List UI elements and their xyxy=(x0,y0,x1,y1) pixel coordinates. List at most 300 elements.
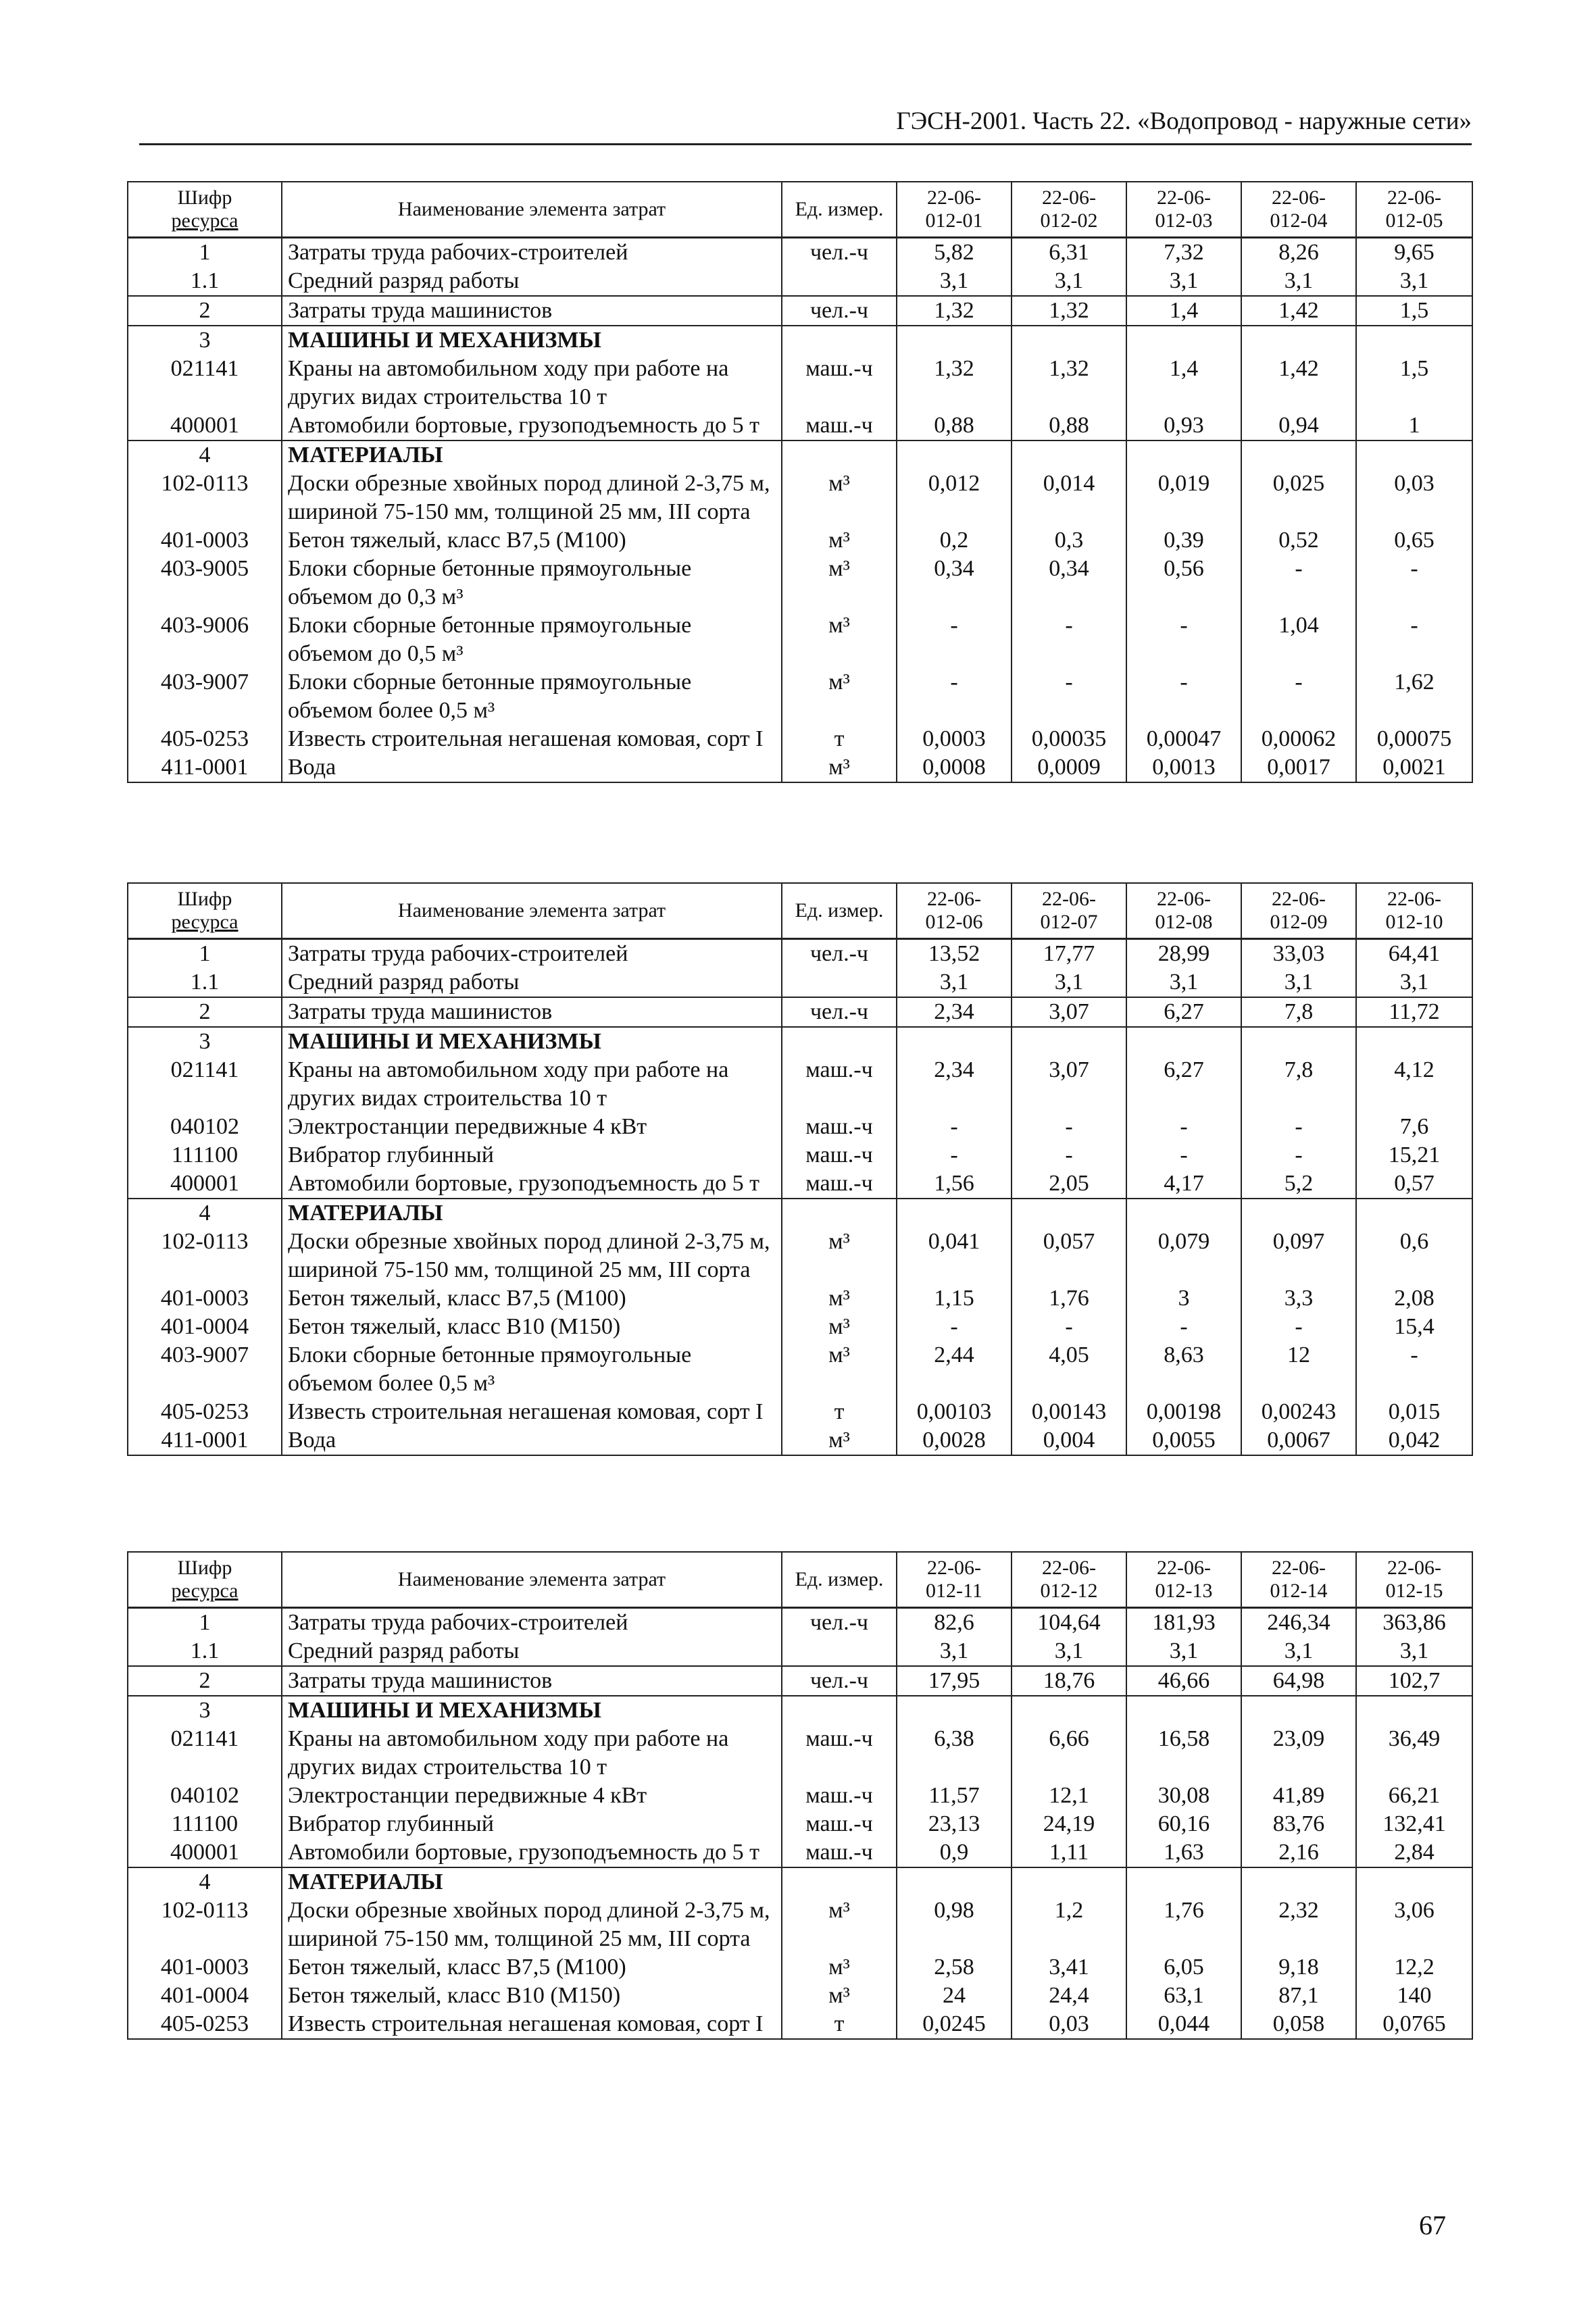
resource-name: Бетон тяжелый, класс В7,5 (М100) xyxy=(282,526,782,555)
norm-code-prefix: 22-06- xyxy=(1387,1557,1441,1579)
resource-name: МАШИНЫ И МЕХАНИЗМЫ xyxy=(282,1027,782,1056)
value-cell-5: 11,72 xyxy=(1356,997,1472,1027)
header-norm-code-5 xyxy=(1356,182,1472,238)
value-cell-2: 3,1 xyxy=(1012,968,1126,997)
value-cell-5: 66,21 xyxy=(1356,1782,1472,1810)
resource-name: Блоки сборные бетонные прямоугольные объемом более 0,5 м³ xyxy=(282,1341,782,1398)
header-norm-code-1 xyxy=(897,182,1012,238)
resource-name: Средний разряд работы xyxy=(282,1637,782,1666)
value-cell-5: 12,2 xyxy=(1356,1953,1472,1982)
resource-code: 401-0003 xyxy=(128,526,282,555)
resource-code: 2 xyxy=(128,296,282,326)
resource-name: Вибратор глубинный xyxy=(282,1810,782,1838)
resource-code: 040102 xyxy=(128,1113,282,1141)
value-cell-4: 8,26 xyxy=(1241,238,1356,268)
table-row xyxy=(128,1341,1472,1398)
value-cell-3: 4,17 xyxy=(1126,1169,1241,1199)
resource-name: Известь строительная негашеная комовая, сорт I xyxy=(282,2010,782,2039)
value-cell-2: 0,00143 xyxy=(1012,1398,1126,1426)
unit-cell: м³ xyxy=(782,1896,897,1953)
table-row xyxy=(128,1141,1472,1169)
value-cell-5 xyxy=(1356,1027,1472,1056)
resource-table-2 xyxy=(127,882,1473,1456)
value-cell-3: 3,1 xyxy=(1126,267,1241,296)
value-cell-5: 9,65 xyxy=(1356,238,1472,268)
value-cell-1 xyxy=(897,326,1012,355)
value-cell-5: 0,0765 xyxy=(1356,2010,1472,2039)
value-cell-2: 3,07 xyxy=(1012,1056,1126,1113)
value-cell-5: 0,65 xyxy=(1356,526,1472,555)
header-unit-cell: Ед. измер. xyxy=(782,182,897,238)
table-row xyxy=(128,997,1472,1027)
value-cell-5: 132,41 xyxy=(1356,1810,1472,1838)
page-number: 67 xyxy=(1419,2210,1446,2240)
resource-code: 1 xyxy=(128,939,282,969)
unit-cell: м³ xyxy=(782,668,897,725)
value-cell-2: 24,19 xyxy=(1012,1810,1126,1838)
value-cell-2: - xyxy=(1012,1313,1126,1341)
norm-code-prefix: 22-06- xyxy=(1272,1557,1326,1579)
table-row xyxy=(128,1982,1472,2010)
table-row xyxy=(128,1113,1472,1141)
value-cell-4: 0,0067 xyxy=(1241,1426,1356,1455)
running-header: ГЭСН-2001. Часть 22. «Водопровод - наружные сети» xyxy=(896,107,1472,135)
value-cell-2: 2,05 xyxy=(1012,1169,1126,1199)
norm-code-prefix: 22-06- xyxy=(1042,186,1096,209)
resource-name: Автомобили бортовые, грузоподъемность до 5 т xyxy=(282,1169,782,1199)
value-cell-4: 2,32 xyxy=(1241,1896,1356,1953)
value-cell-5: 3,1 xyxy=(1356,1637,1472,1666)
resource-name: Бетон тяжелый, класс В10 (М150) xyxy=(282,1982,782,2010)
header-norm-code-1 xyxy=(897,1552,1012,1608)
value-cell-5: 3,1 xyxy=(1356,267,1472,296)
resource-name: Доски обрезные хвойных пород длиной 2-3,75 м, шириной 75-150 мм, толщиной 25 мм, III сорта xyxy=(282,1896,782,1953)
value-cell-2: 6,31 xyxy=(1012,238,1126,268)
value-cell-3: 1,76 xyxy=(1126,1896,1241,1953)
resource-code: 403-9006 xyxy=(128,611,282,668)
value-cell-1 xyxy=(897,441,1012,470)
value-cell-2: 1,32 xyxy=(1012,355,1126,411)
value-cell-3: 63,1 xyxy=(1126,1982,1241,2010)
value-cell-4: 3,1 xyxy=(1241,1637,1356,1666)
value-cell-3: 6,05 xyxy=(1126,1953,1241,1982)
value-cell-2: 24,4 xyxy=(1012,1982,1126,2010)
unit-cell: чел.-ч xyxy=(782,1666,897,1696)
resource-name: МАШИНЫ И МЕХАНИЗМЫ xyxy=(282,326,782,355)
resource-code: 400001 xyxy=(128,1169,282,1199)
value-cell-4: 3,1 xyxy=(1241,968,1356,997)
value-cell-2: 0,014 xyxy=(1012,470,1126,526)
value-cell-4 xyxy=(1241,1696,1356,1725)
resource-name: МАШИНЫ И МЕХАНИЗМЫ xyxy=(282,1696,782,1725)
norm-code-suffix: 012-05 xyxy=(1385,209,1443,232)
value-cell-5: - xyxy=(1356,611,1472,668)
value-cell-1: 2,34 xyxy=(897,1056,1012,1113)
unit-cell: маш.-ч xyxy=(782,1113,897,1141)
value-cell-3: 46,66 xyxy=(1126,1666,1241,1696)
value-cell-4 xyxy=(1241,1199,1356,1228)
header-norm-code-2 xyxy=(1012,1552,1126,1608)
header-code-line2: ресурса xyxy=(171,911,239,933)
resource-code: 1.1 xyxy=(128,968,282,997)
unit-cell: чел.-ч xyxy=(782,939,897,969)
resource-name: МАТЕРИАЛЫ xyxy=(282,441,782,470)
resource-name: МАТЕРИАЛЫ xyxy=(282,1867,782,1896)
resource-code: 4 xyxy=(128,1199,282,1228)
value-cell-4: 0,52 xyxy=(1241,526,1356,555)
value-cell-3: 8,63 xyxy=(1126,1341,1241,1398)
resource-name: Вода xyxy=(282,753,782,782)
resource-name: Бетон тяжелый, класс В7,5 (М100) xyxy=(282,1284,782,1313)
value-cell-3: 60,16 xyxy=(1126,1810,1241,1838)
norm-code-prefix: 22-06- xyxy=(1387,186,1441,209)
table-row xyxy=(128,238,1472,268)
norm-code-prefix: 22-06- xyxy=(927,186,981,209)
unit-cell: чел.-ч xyxy=(782,997,897,1027)
resource-code: 405-0253 xyxy=(128,2010,282,2039)
norm-code-suffix: 012-04 xyxy=(1270,209,1328,232)
table-header-row xyxy=(128,1552,1472,1608)
section-row xyxy=(128,326,1472,355)
value-cell-1: - xyxy=(897,611,1012,668)
value-cell-2 xyxy=(1012,1696,1126,1725)
table-row xyxy=(128,296,1472,326)
value-cell-5: 102,7 xyxy=(1356,1666,1472,1696)
norm-code-suffix: 012-08 xyxy=(1155,911,1213,933)
value-cell-3: 0,019 xyxy=(1126,470,1241,526)
value-cell-4: 7,8 xyxy=(1241,997,1356,1027)
value-cell-3: 1,4 xyxy=(1126,296,1241,326)
unit-cell: м³ xyxy=(782,526,897,555)
resource-code: 401-0003 xyxy=(128,1953,282,1982)
resource-code: 401-0004 xyxy=(128,1982,282,2010)
header-code-line1: Шифр xyxy=(177,1557,232,1579)
value-cell-3: 0,044 xyxy=(1126,2010,1241,2039)
norm-code-prefix: 22-06- xyxy=(1157,1557,1211,1579)
table-row xyxy=(128,1398,1472,1426)
value-cell-1: 0,2 xyxy=(897,526,1012,555)
table-row xyxy=(128,555,1472,611)
resource-name: Затраты труда машинистов xyxy=(282,296,782,326)
unit-cell: маш.-ч xyxy=(782,411,897,441)
value-cell-5: 1,5 xyxy=(1356,296,1472,326)
value-cell-1 xyxy=(897,1867,1012,1896)
unit-cell: маш.-ч xyxy=(782,1056,897,1113)
header-norm-code-1 xyxy=(897,883,1012,939)
value-cell-3: 0,56 xyxy=(1126,555,1241,611)
table-row xyxy=(128,1637,1472,1666)
section-row xyxy=(128,1199,1472,1228)
value-cell-5: 0,0021 xyxy=(1356,753,1472,782)
norm-code-prefix: 22-06- xyxy=(1272,888,1326,910)
value-cell-2: 0,03 xyxy=(1012,2010,1126,2039)
value-cell-5 xyxy=(1356,326,1472,355)
unit-cell: чел.-ч xyxy=(782,1608,897,1638)
value-cell-4: - xyxy=(1241,1141,1356,1169)
resource-name: Блоки сборные бетонные прямоугольные объемом до 0,3 м³ xyxy=(282,555,782,611)
value-cell-4: 33,03 xyxy=(1241,939,1356,969)
resource-name: Блоки сборные бетонные прямоугольные объемом более 0,5 м³ xyxy=(282,668,782,725)
table-row xyxy=(128,1838,1472,1867)
header-norm-code-4 xyxy=(1241,883,1356,939)
value-cell-1: 0,012 xyxy=(897,470,1012,526)
value-cell-3 xyxy=(1126,1696,1241,1725)
norm-code-prefix: 22-06- xyxy=(1387,888,1441,910)
norm-code-suffix: 012-09 xyxy=(1270,911,1328,933)
value-cell-4: 5,2 xyxy=(1241,1169,1356,1199)
value-cell-2: 3,41 xyxy=(1012,1953,1126,1982)
value-cell-1 xyxy=(897,1199,1012,1228)
value-cell-2 xyxy=(1012,441,1126,470)
table-row xyxy=(128,2010,1472,2039)
unit-cell: чел.-ч xyxy=(782,296,897,326)
value-cell-5: - xyxy=(1356,1341,1472,1398)
resource-name: Затраты труда машинистов xyxy=(282,997,782,1027)
resource-code: 411-0001 xyxy=(128,753,282,782)
value-cell-4: 0,00243 xyxy=(1241,1398,1356,1426)
value-cell-3: - xyxy=(1126,1313,1241,1341)
value-cell-1: 6,38 xyxy=(897,1725,1012,1782)
value-cell-2 xyxy=(1012,1027,1126,1056)
table-row xyxy=(128,1169,1472,1199)
value-cell-1: 5,82 xyxy=(897,238,1012,268)
value-cell-1: 23,13 xyxy=(897,1810,1012,1838)
table-row xyxy=(128,1896,1472,1953)
unit-cell xyxy=(782,326,897,355)
value-cell-5: 15,21 xyxy=(1356,1141,1472,1169)
value-cell-2: 0,34 xyxy=(1012,555,1126,611)
norm-code-suffix: 012-14 xyxy=(1270,1580,1328,1602)
unit-cell xyxy=(782,1696,897,1725)
unit-cell: т xyxy=(782,1398,897,1426)
header-code-cell xyxy=(128,182,282,238)
value-cell-1: 2,58 xyxy=(897,1953,1012,1982)
header-code-cell xyxy=(128,1552,282,1608)
resource-code: 4 xyxy=(128,441,282,470)
value-cell-3: 1,4 xyxy=(1126,355,1241,411)
resource-name: Автомобили бортовые, грузоподъемность до 5 т xyxy=(282,1838,782,1867)
resource-name: Бетон тяжелый, класс В7,5 (М100) xyxy=(282,1953,782,1982)
table-row xyxy=(128,668,1472,725)
resource-code: 405-0253 xyxy=(128,725,282,753)
norm-code-suffix: 012-06 xyxy=(925,911,983,933)
unit-cell xyxy=(782,267,897,296)
table-row xyxy=(128,526,1472,555)
table-row xyxy=(128,1953,1472,1982)
resource-name: Затраты труда рабочих-строителей xyxy=(282,939,782,969)
value-cell-2: 0,004 xyxy=(1012,1426,1126,1455)
value-cell-4: 2,16 xyxy=(1241,1838,1356,1867)
resource-code: 403-9007 xyxy=(128,668,282,725)
header-norm-code-2 xyxy=(1012,883,1126,939)
value-cell-2: 3,1 xyxy=(1012,267,1126,296)
value-cell-5 xyxy=(1356,1867,1472,1896)
table-row xyxy=(128,725,1472,753)
value-cell-2: 18,76 xyxy=(1012,1666,1126,1696)
value-cell-1: 3,1 xyxy=(897,1637,1012,1666)
value-cell-3: 6,27 xyxy=(1126,997,1241,1027)
header-code-line2: ресурса xyxy=(171,209,239,232)
norm-code-prefix: 22-06- xyxy=(927,888,981,910)
resource-name: Краны на автомобильном ходу при работе на других видах строительства 10 т xyxy=(282,355,782,411)
norm-code-suffix: 012-07 xyxy=(1040,911,1098,933)
table-row xyxy=(128,1666,1472,1696)
unit-cell: м³ xyxy=(782,753,897,782)
value-cell-1: 0,0003 xyxy=(897,725,1012,753)
unit-cell: м³ xyxy=(782,470,897,526)
norm-code-prefix: 22-06- xyxy=(927,1557,981,1579)
value-cell-5: 3,1 xyxy=(1356,968,1472,997)
norm-code-suffix: 012-13 xyxy=(1155,1580,1213,1602)
value-cell-1: 11,57 xyxy=(897,1782,1012,1810)
value-cell-5: 0,57 xyxy=(1356,1169,1472,1199)
value-cell-2: 3,1 xyxy=(1012,1637,1126,1666)
unit-cell: м³ xyxy=(782,1313,897,1341)
table-row xyxy=(128,355,1472,411)
value-cell-1: - xyxy=(897,668,1012,725)
unit-cell: м³ xyxy=(782,555,897,611)
header-name-cell: Наименование элемента затрат xyxy=(282,182,782,238)
resource-code: 1.1 xyxy=(128,267,282,296)
unit-cell: маш.-ч xyxy=(782,1838,897,1867)
table-row xyxy=(128,470,1472,526)
resource-code: 405-0253 xyxy=(128,1398,282,1426)
header-norm-code-3 xyxy=(1126,1552,1241,1608)
resource-code: 102-0113 xyxy=(128,1896,282,1953)
value-cell-3 xyxy=(1126,441,1241,470)
norm-code-prefix: 22-06- xyxy=(1272,186,1326,209)
value-cell-1: 1,15 xyxy=(897,1284,1012,1313)
table-row xyxy=(128,1313,1472,1341)
value-cell-4: 64,98 xyxy=(1241,1666,1356,1696)
value-cell-1: 2,34 xyxy=(897,997,1012,1027)
value-cell-5: 3,06 xyxy=(1356,1896,1472,1953)
value-cell-2: - xyxy=(1012,1141,1126,1169)
header-norm-code-4 xyxy=(1241,182,1356,238)
value-cell-2: 1,76 xyxy=(1012,1284,1126,1313)
resource-code: 2 xyxy=(128,1666,282,1696)
table-row xyxy=(128,1228,1472,1284)
resource-code: 411-0001 xyxy=(128,1426,282,1455)
resource-code: 4 xyxy=(128,1867,282,1896)
resource-name: Вибратор глубинный xyxy=(282,1141,782,1169)
value-cell-5: 0,042 xyxy=(1356,1426,1472,1455)
value-cell-2 xyxy=(1012,1867,1126,1896)
value-cell-4: - xyxy=(1241,1313,1356,1341)
header-norm-code-5 xyxy=(1356,1552,1472,1608)
section-row xyxy=(128,1027,1472,1056)
value-cell-1: 0,88 xyxy=(897,411,1012,441)
value-cell-3: 28,99 xyxy=(1126,939,1241,969)
value-cell-3: 30,08 xyxy=(1126,1782,1241,1810)
value-cell-2: 0,00035 xyxy=(1012,725,1126,753)
unit-cell: м³ xyxy=(782,1953,897,1982)
value-cell-4 xyxy=(1241,1027,1356,1056)
value-cell-1: 0,041 xyxy=(897,1228,1012,1284)
value-cell-2: 6,66 xyxy=(1012,1725,1126,1782)
resource-code: 1 xyxy=(128,238,282,268)
value-cell-3: - xyxy=(1126,1113,1241,1141)
unit-cell xyxy=(782,1867,897,1896)
resource-name: Блоки сборные бетонные прямоугольные объемом до 0,5 м³ xyxy=(282,611,782,668)
unit-cell: маш.-ч xyxy=(782,355,897,411)
resource-code: 102-0113 xyxy=(128,470,282,526)
value-cell-3: 0,93 xyxy=(1126,411,1241,441)
value-cell-2: - xyxy=(1012,1113,1126,1141)
value-cell-1: 1,56 xyxy=(897,1169,1012,1199)
value-cell-5: 2,84 xyxy=(1356,1838,1472,1867)
unit-cell: маш.-ч xyxy=(782,1725,897,1782)
value-cell-3: 0,39 xyxy=(1126,526,1241,555)
value-cell-1: - xyxy=(897,1313,1012,1341)
resource-name: Затраты труда рабочих-строителей xyxy=(282,238,782,268)
unit-cell xyxy=(782,1027,897,1056)
value-cell-4: - xyxy=(1241,1113,1356,1141)
resource-code: 2 xyxy=(128,997,282,1027)
value-cell-1: 0,0028 xyxy=(897,1426,1012,1455)
resource-name: Затраты труда машинистов xyxy=(282,1666,782,1696)
value-cell-4: 41,89 xyxy=(1241,1782,1356,1810)
value-cell-5: 140 xyxy=(1356,1982,1472,2010)
value-cell-5: - xyxy=(1356,555,1472,611)
value-cell-5: 1,5 xyxy=(1356,355,1472,411)
value-cell-1 xyxy=(897,1027,1012,1056)
value-cell-5 xyxy=(1356,1199,1472,1228)
value-cell-2: 0,0009 xyxy=(1012,753,1126,782)
value-cell-2: 0,88 xyxy=(1012,411,1126,441)
value-cell-3 xyxy=(1126,1867,1241,1896)
header-code-cell xyxy=(128,883,282,939)
value-cell-4: 246,34 xyxy=(1241,1608,1356,1638)
value-cell-4: 0,025 xyxy=(1241,470,1356,526)
unit-cell xyxy=(782,968,897,997)
value-cell-2: 0,3 xyxy=(1012,526,1126,555)
value-cell-2: 4,05 xyxy=(1012,1341,1126,1398)
value-cell-1: 24 xyxy=(897,1982,1012,2010)
value-cell-5: 1,62 xyxy=(1356,668,1472,725)
norm-code-suffix: 012-01 xyxy=(925,209,983,232)
value-cell-1: 82,6 xyxy=(897,1608,1012,1638)
resource-code: 401-0004 xyxy=(128,1313,282,1341)
value-cell-2: 1,11 xyxy=(1012,1838,1126,1867)
value-cell-1: - xyxy=(897,1113,1012,1141)
resource-code: 400001 xyxy=(128,411,282,441)
resource-name: Электростанции передвижные 4 кВт xyxy=(282,1113,782,1141)
table-row xyxy=(128,1056,1472,1113)
resource-code: 040102 xyxy=(128,1782,282,1810)
norm-code-suffix: 012-02 xyxy=(1040,209,1098,232)
value-cell-5: 36,49 xyxy=(1356,1725,1472,1782)
value-cell-3: 0,079 xyxy=(1126,1228,1241,1284)
norm-code-prefix: 22-06- xyxy=(1042,888,1096,910)
value-cell-4: 1,42 xyxy=(1241,296,1356,326)
resource-name: Бетон тяжелый, класс В10 (М150) xyxy=(282,1313,782,1341)
norm-code-suffix: 012-10 xyxy=(1385,911,1443,933)
table-row xyxy=(128,411,1472,441)
table-row xyxy=(128,1810,1472,1838)
unit-cell: т xyxy=(782,2010,897,2039)
unit-cell: м³ xyxy=(782,611,897,668)
table-row xyxy=(128,1608,1472,1638)
norm-code-prefix: 22-06- xyxy=(1157,186,1211,209)
unit-cell xyxy=(782,1199,897,1228)
value-cell-3: 181,93 xyxy=(1126,1608,1241,1638)
value-cell-4: 0,00062 xyxy=(1241,725,1356,753)
unit-cell: маш.-ч xyxy=(782,1169,897,1199)
value-cell-4 xyxy=(1241,1867,1356,1896)
resource-code: 403-9007 xyxy=(128,1341,282,1398)
table-row xyxy=(128,1725,1472,1782)
